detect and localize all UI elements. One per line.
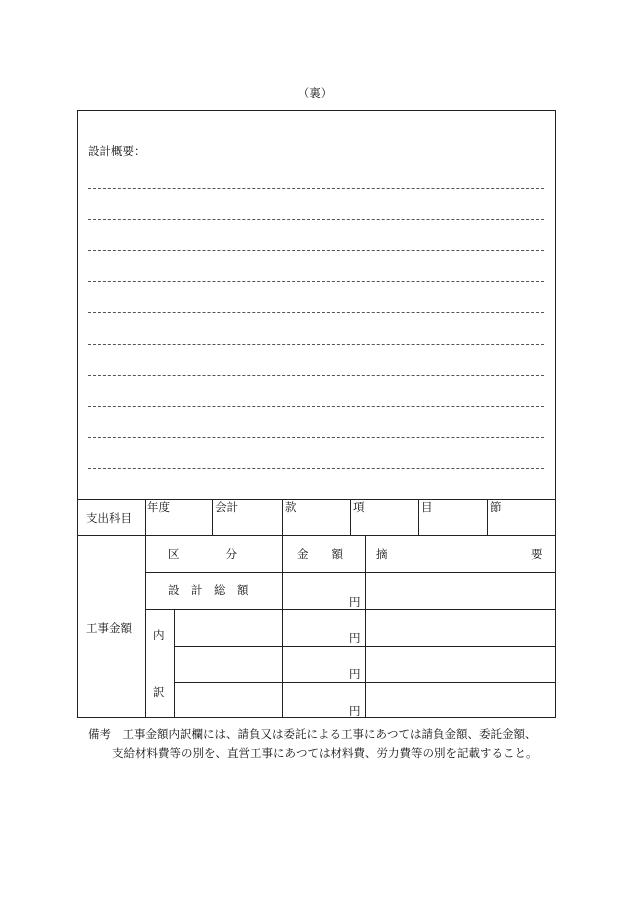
budget-item-label: 支出科目 <box>86 511 132 525</box>
page-title: （裏） <box>297 86 333 100</box>
column-divider <box>487 499 488 535</box>
column-divider <box>212 499 213 535</box>
design-summary-label: 設計概要： <box>88 144 146 158</box>
column-divider <box>145 499 146 718</box>
dotted-line <box>88 250 544 251</box>
dotted-line <box>88 468 544 469</box>
remarks-header-1: 摘 <box>376 547 388 561</box>
row-divider <box>77 535 556 536</box>
dotted-line <box>88 281 544 282</box>
yen-unit: 円 <box>349 704 361 718</box>
design-total-label: 設 計 総 額 <box>168 583 249 597</box>
yen-unit: 円 <box>349 595 361 609</box>
detail-cell: 節 <box>490 500 502 514</box>
section-cell: 款 <box>285 500 297 514</box>
division-header: 区 分 <box>168 547 237 561</box>
dotted-line <box>88 219 544 220</box>
column-divider <box>282 499 283 718</box>
dotted-line <box>88 406 544 407</box>
account-cell: 会計 <box>215 500 238 514</box>
breakdown-label-2: 訳 <box>153 685 165 699</box>
form-frame <box>77 110 556 718</box>
dotted-line <box>88 188 544 189</box>
dotted-line <box>88 312 544 313</box>
column-divider <box>365 535 366 718</box>
row-divider <box>145 609 556 610</box>
item-cell: 項 <box>353 500 365 514</box>
fiscal-year-cell: 年度 <box>147 500 170 514</box>
amount-header: 金 額 <box>297 547 343 561</box>
breakdown-label-1: 内 <box>153 628 165 642</box>
yen-unit: 円 <box>349 631 361 645</box>
column-divider <box>350 499 351 535</box>
subitem-cell: 目 <box>421 500 433 514</box>
dotted-line <box>88 375 544 376</box>
dotted-line <box>88 344 544 345</box>
remarks-header-2: 要 <box>531 547 543 561</box>
dotted-line <box>88 437 544 438</box>
note-line-2: 支給材料費等の別を、直営工事にあつては材料費、労力費等の別を記載すること。 <box>112 746 538 760</box>
note-line-1: 備考 工事金額内訳欄には、請負又は委託による工事にあつては請負金額、委託金額、 <box>88 727 537 741</box>
column-divider <box>418 499 419 535</box>
row-divider <box>145 572 556 573</box>
construction-cost-label: 工事金額 <box>86 621 132 635</box>
column-divider <box>174 609 175 718</box>
yen-unit: 円 <box>349 667 361 681</box>
